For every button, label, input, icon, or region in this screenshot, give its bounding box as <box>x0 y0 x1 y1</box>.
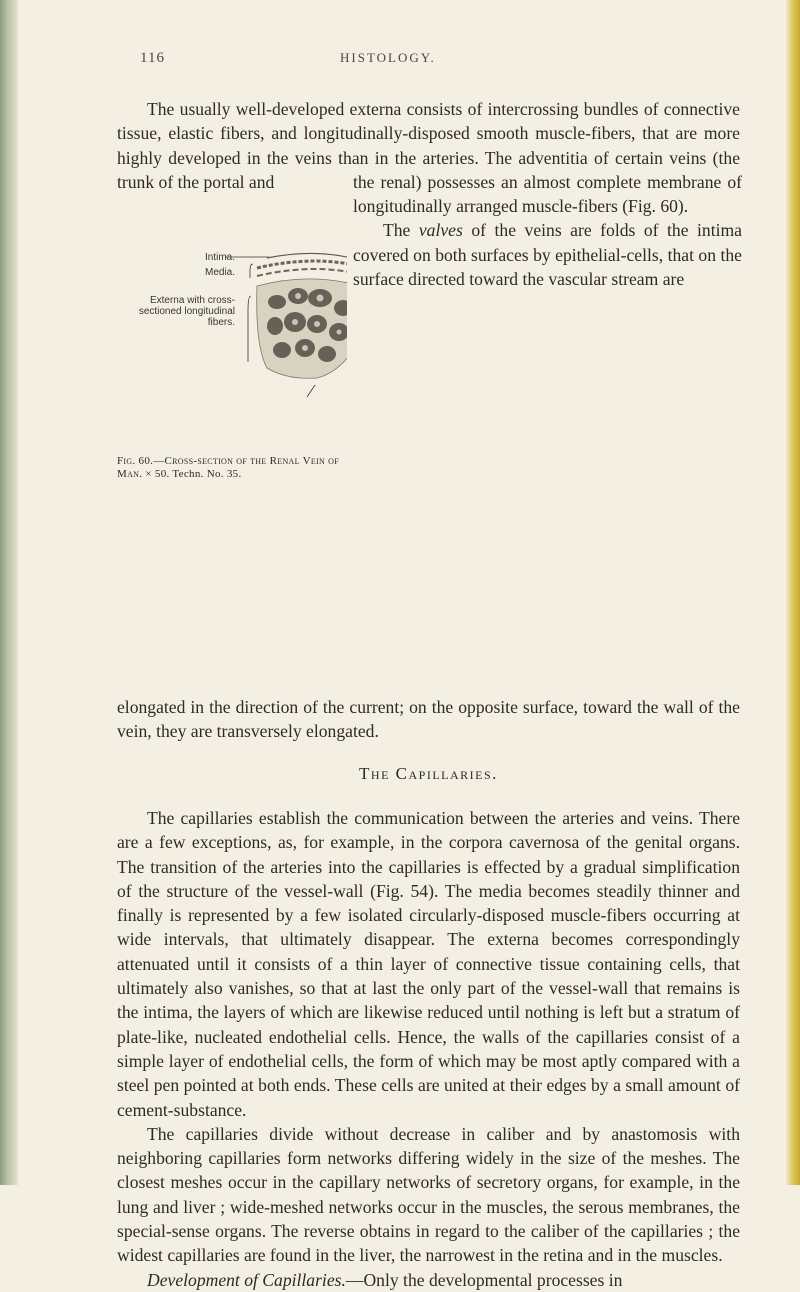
figure-60 <box>117 250 347 445</box>
figure-caption <box>117 455 355 481</box>
paragraph-capillaries-1: The capillaries establish the communication between the arteries and veins. There are a few exceptions, as, for example, in the corpora cavernosa of the genital organs. The transition of the arteries into the capillaries is effected by a gradual simplification of the structure of the vessel-wall (Fig. 54). The media becomes steadily thinner and finally is represented by a few isolated circularly-disposed muscle-fibers occurring at wide intervals, that ultimately disappear. The externa becomes correspondingly attenuated until it consists of a thin layer of connective tissue containing cells, that ultimately also vanishes, so that at last the only part of the vessel-wall that remains is the intima, the layers of which are likewise reduced until nothing is left but a stratum of plate-like, nucleated endothelial cells. Hence, the walls of the capillaries consist of a simple layer of endothelial cells, the form of which may be most aptly compared with a steel pen pointed at both ends. These cells are united at their edges by a small amount of cement-substance. <box>117 808 740 1120</box>
media-layer-line <box>257 269 347 276</box>
paragraph-capillaries-3 <box>117 1268 740 1292</box>
page-number: 116 <box>140 50 165 66</box>
text-segment: The <box>383 220 419 241</box>
pointer-line <box>307 385 315 397</box>
development-heading: Development of Capillaries. <box>147 1269 346 1290</box>
paragraph-wrap-around-figure <box>353 170 742 291</box>
running-head: HISTOLOGY. <box>340 50 436 65</box>
valves-term: valves <box>418 220 463 241</box>
intima-layer <box>267 253 347 260</box>
text-segment: of the veins are folds of the intima covered on both surfaces by epithelial-cells, that on the surface directed toward the vascular stream are <box>353 220 742 289</box>
page-header <box>140 50 740 74</box>
text-segment: —Only the developmental processes in <box>345 1269 623 1290</box>
bracket-media <box>250 264 253 278</box>
caption-suffix: × 50. Techn. No. 35. <box>142 468 242 480</box>
renal-vein-illustration <box>117 250 347 445</box>
paragraph-text-wrap-1: the renal) possesses an almost complete membrane of longitudinally arranged muscle-fibers (Fig. 60). <box>353 172 742 217</box>
book-binding-left <box>0 0 18 1185</box>
label-media: Media. <box>204 267 235 278</box>
section-heading: The Capillaries. <box>359 764 498 783</box>
book-binding-right <box>786 0 800 1185</box>
paragraph-text: The usually well-developed externa consists of intercrossing bundles of connective tissue, elastic fibers, and longitudinally-disposed smooth muscle-fibers, that are more highly developed in the veins than in the arteries. The adventitia of certain veins (the trunk of the portal and <box>117 99 740 192</box>
media-layer-line <box>257 261 347 268</box>
paragraph-text-wrap-2 <box>353 218 742 291</box>
paragraph-externa-tail <box>117 695 740 744</box>
bracket-externa <box>248 296 251 362</box>
capillaries-section-body <box>117 806 740 1292</box>
paragraph-text: elongated in the direction of the current; on the opposite surface, toward the wall of the vein, they are transversely elongated. <box>117 697 740 742</box>
label-externa: Externa with cross-sectioned longitudinal fibers. <box>138 295 235 328</box>
caption-title: Fig. 60.—Cross-section of the Renal Vein of Man. <box>117 455 339 480</box>
label-intima: Intima. <box>204 252 235 263</box>
paragraph-capillaries-2: The capillaries divide without decrease in caliber and by anastomosis with neighboring capillaries form networks differing widely in the size of the meshes. The closest meshes occur in the capillary networks of secretory organs, for example, in the lung and liver ; wide-meshed networks occur in the muscles, the serous membranes, the special-sense organs. The reverse obtains in regard to the caliber of the capillaries ; the widest capillaries are found in the liver, the narrowest in the retina and in the muscles. <box>117 1123 740 1266</box>
